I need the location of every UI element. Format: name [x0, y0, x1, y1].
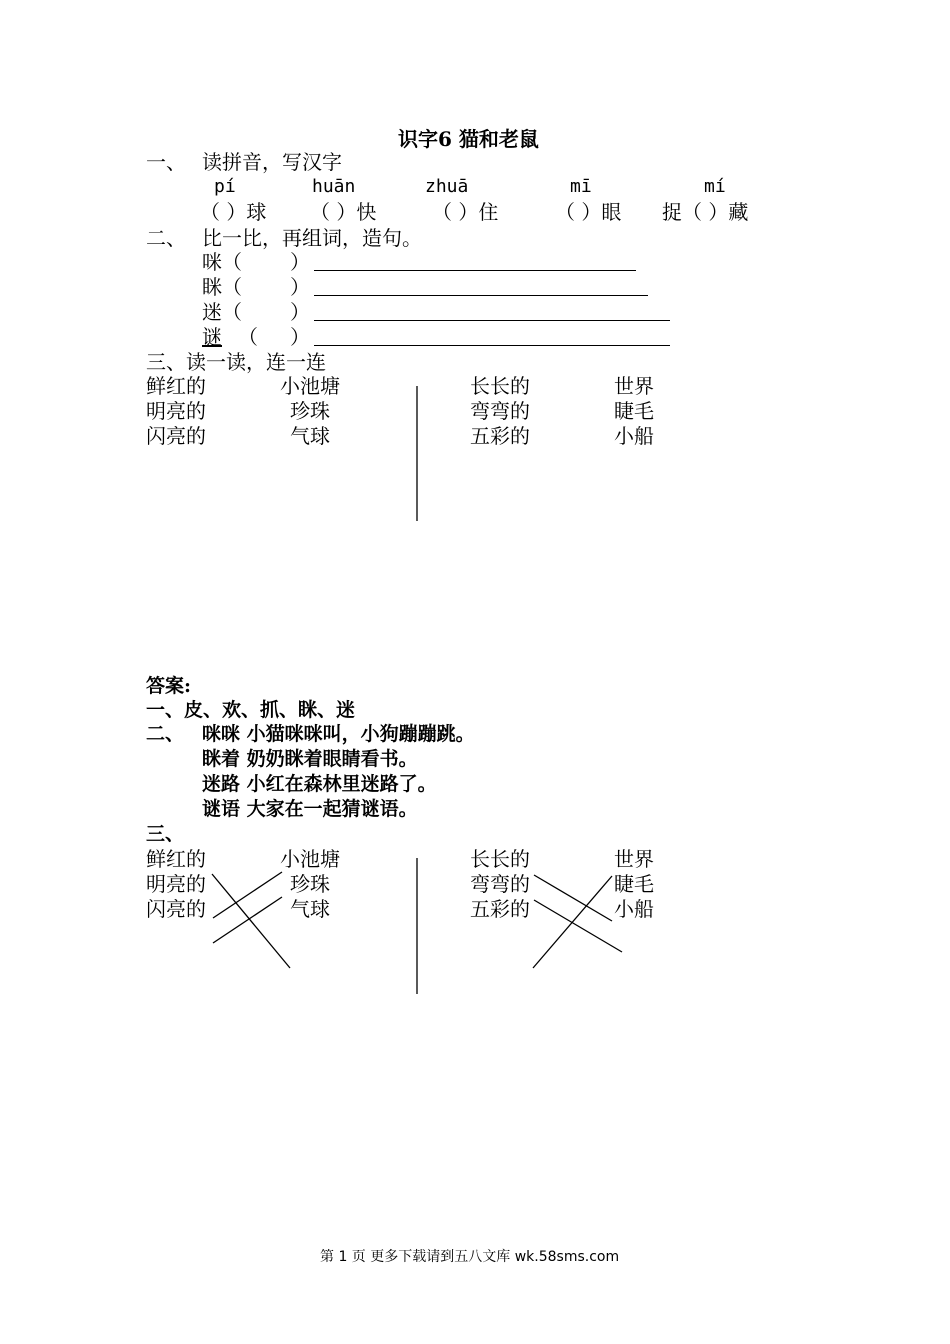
answer-left-a-2: 明亮的	[146, 872, 206, 896]
answer-left-b-2: 珍珠	[290, 872, 330, 896]
q3-left-a-2: 明亮的	[146, 399, 206, 423]
q1-item-1: （ ）球	[200, 200, 267, 224]
q1-item-4: （ ）眼	[555, 200, 622, 224]
q3-left-b-1: 小池塘	[280, 374, 340, 398]
q2-paren-open-4: （	[238, 325, 258, 349]
q3-left-a-1: 鲜红的	[146, 374, 206, 398]
q2-paren-3: ）	[290, 300, 310, 324]
q2-char-2: 眯（	[202, 275, 242, 299]
answer-connector-changchang-jiemao	[534, 875, 612, 921]
q3-right-b-3: 小船	[614, 424, 654, 448]
answers-heading: 答案:	[146, 675, 192, 697]
answer-right-b-3: 小船	[614, 897, 654, 921]
answer-right-a-1: 长长的	[470, 847, 530, 871]
answer-right-a-2: 弯弯的	[470, 872, 530, 896]
pinyin-3: zhuā	[425, 176, 469, 197]
q2-paren-1: ）	[290, 250, 310, 274]
page-title: 识字6 猫和老鼠	[398, 127, 539, 151]
q2-char-3: 迷（	[202, 300, 242, 324]
q2-instruction: 比一比，再组词，造句。	[202, 226, 422, 250]
q1-instruction: 读拼音，写汉字	[202, 150, 342, 174]
q2-paren-2: ）	[290, 275, 310, 299]
answer-left-a-3: 闪亮的	[146, 897, 206, 921]
answer-3-label: 三、	[146, 823, 185, 845]
q2-label: 二、	[146, 226, 186, 250]
answer-left-a-1: 鲜红的	[146, 847, 206, 871]
answer-right-b-1: 世界	[614, 847, 654, 871]
q1-item-5: 捉（ ）藏	[662, 200, 749, 224]
q3-left-b-2: 珍珠	[290, 399, 330, 423]
q3-left-a-3: 闪亮的	[146, 424, 206, 448]
q2-char-1: 咪（	[202, 250, 242, 274]
answer-connector-wanwan-xiaochuan	[534, 900, 622, 952]
q1-item-3: （ ）住	[432, 200, 499, 224]
answer-1: 一、皮、欢、抓、眯、迷	[146, 699, 356, 721]
page-footer: 第 1 页 更多下载请到五八文库 wk.58sms.com	[320, 1249, 620, 1265]
answer-connector-xianhong-qiqiu	[212, 874, 290, 968]
answer-left-b-1: 小池塘	[280, 847, 340, 871]
q3-right-a-2: 弯弯的	[470, 399, 530, 423]
pinyin-5: mí	[704, 176, 726, 197]
pinyin-1: pí	[214, 176, 236, 197]
q2-paren-4: ）	[290, 325, 310, 349]
q3-right-b-1: 世界	[614, 374, 654, 398]
answer-left-b-3: 气球	[290, 897, 330, 921]
q3-right-a-3: 五彩的	[470, 424, 530, 448]
q3-heading: 三、读一读，连一连	[146, 350, 326, 374]
q2-char-4: 谜	[202, 325, 222, 349]
answer-right-a-3: 五彩的	[470, 897, 530, 921]
answer-2-label: 二、	[146, 723, 185, 745]
answer-2-line-3: 迷路 小红在森林里迷路了。	[202, 773, 437, 795]
pinyin-2: huān	[312, 176, 356, 197]
answer-right-b-2: 睫毛	[614, 872, 654, 896]
answer-2-line-2: 眯着 奶奶眯着眼睛看书。	[202, 748, 418, 770]
answer-2-line-1: 咪咪 小猫咪咪叫，小狗蹦蹦跳。	[202, 723, 475, 745]
pinyin-4: mī	[570, 176, 592, 197]
q3-right-a-1: 长长的	[470, 374, 530, 398]
answer-connector-mingliang-xiaochitang	[213, 872, 282, 918]
answer-2-line-4: 谜语 大家在一起猜谜语。	[202, 798, 418, 820]
q1-label: 一、	[146, 150, 186, 174]
q1-item-2: （ ）快	[310, 200, 377, 224]
q3-right-b-2: 睫毛	[614, 399, 654, 423]
answer-connector-wucai-shijie	[533, 876, 612, 968]
q3-left-b-3: 气球	[290, 424, 330, 448]
answer-connector-shanliang-zhenzhu	[213, 897, 282, 943]
